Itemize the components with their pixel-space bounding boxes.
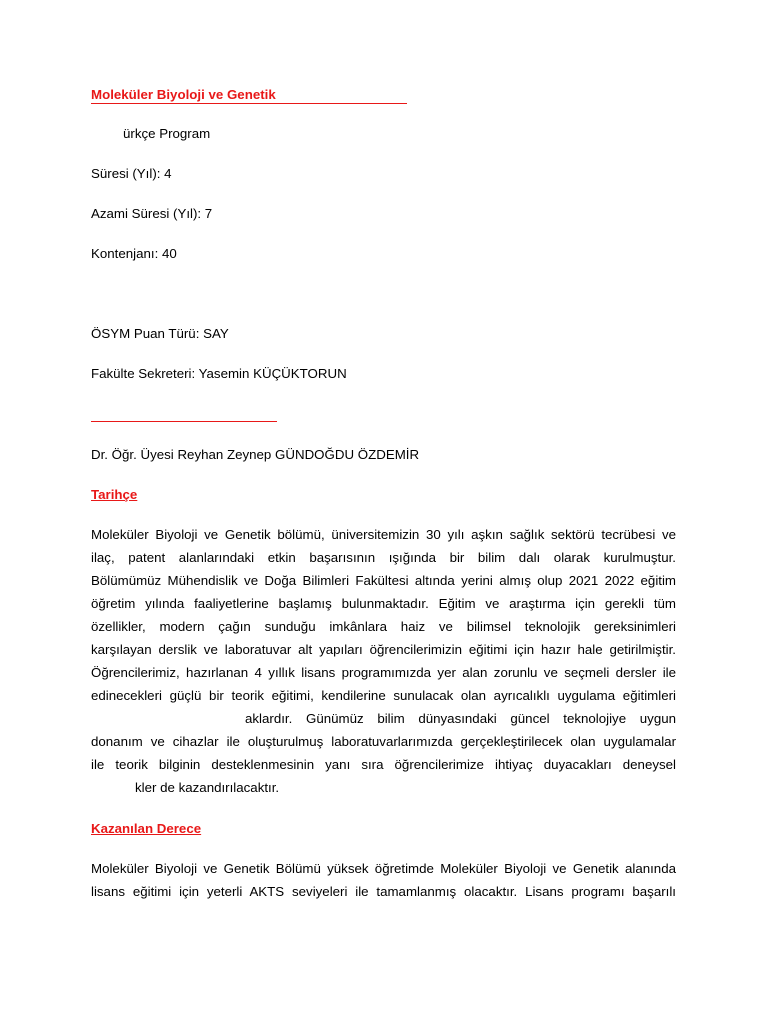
history-line: aklardır. Günümüz bilim dünyasındaki güncel teknolojiye uygun (245, 711, 676, 726)
history-line: edinecekleri güçlü bir teorik eğitimi, kendilerine sunulacak olan ayrıcalıklı uygulama eğitimleri (91, 688, 676, 703)
degree-paragraph (91, 857, 676, 903)
degree-line: Moleküler Biyoloji ve Genetik Bölümü yüksek öğretimde Moleküler Biyoloji ve Genetik alanında (91, 861, 676, 876)
history-line: öğretim yılında faaliyetlerine başlamış bulunmaktadır. Eğitim ve araştırma için gerekli tüm (91, 596, 676, 611)
history-paragraph (91, 523, 676, 799)
history-line: karşılayan derslik ve laboratuvar alt yapıları öğrencilerimizin eğitimi için hazır hale getirilmiştir. (91, 642, 676, 657)
program-quota: Kontenjanı: 40 (91, 246, 177, 261)
history-line: ilaç, patent alanlarındaki etkin başarısının ışığında bir bilim dalı olarak kurulmuştur. (91, 550, 676, 565)
history-line: kler de kazandırılacaktır. (135, 780, 280, 795)
history-line: özellikler, modern çağın sunduğu imkânlara haiz ve bilimsel teknolojik gereksinimleri (91, 619, 676, 634)
degree-heading: Kazanılan Derece (91, 821, 202, 836)
faculty-secretary: Fakülte Sekreteri: Yasemin KÜÇÜKTORUN (91, 366, 347, 381)
program-max-duration: Azami Süresi (Yıl): 7 (91, 206, 213, 221)
red-divider-line (91, 421, 277, 422)
history-line: donanım ve cihazlar ile oluşturulmuş laboratuvarlarımızda gerçekleştirilecek olan uygulamalar (91, 734, 676, 749)
history-line: Bölümümüz Mühendislik ve Doğa Bilimleri Fakültesi altında yerini almış olup 2021 2022 eğitim (91, 573, 676, 588)
program-duration: Süresi (Yıl): 4 (91, 166, 172, 181)
history-line: Öğrencilerimiz, hazırlanan 4 yıllık lisans programımızda yer alan zorunlu ve seçmeli dersler ile (91, 665, 676, 680)
title-block (91, 86, 407, 104)
program-language: ürkçe Program (123, 126, 211, 141)
history-heading: Tarihçe (91, 487, 138, 502)
history-line: Moleküler Biyoloji ve Genetik bölümü, üniversitemizin 30 yılı aşkın sağlık sektörü tecrübesi ve (91, 527, 676, 542)
document-title: Moleküler Biyoloji ve Genetik (91, 87, 407, 104)
history-line: ile teorik bilginin desteklenmesinin yanı sıra öğrencilerimize ihtiyaç duyacakları deneysel (91, 757, 676, 772)
degree-line: lisans eğitimi için yeterli AKTS seviyeleri ile tamamlanmış olacaktır. Lisans programı başarılı (91, 884, 676, 899)
osym-score-type: ÖSYM Puan Türü: SAY (91, 326, 229, 341)
head-of-department: Dr. Öğr. Üyesi Reyhan Zeynep GÜNDOĞDU ÖZDEMİR (91, 447, 420, 462)
